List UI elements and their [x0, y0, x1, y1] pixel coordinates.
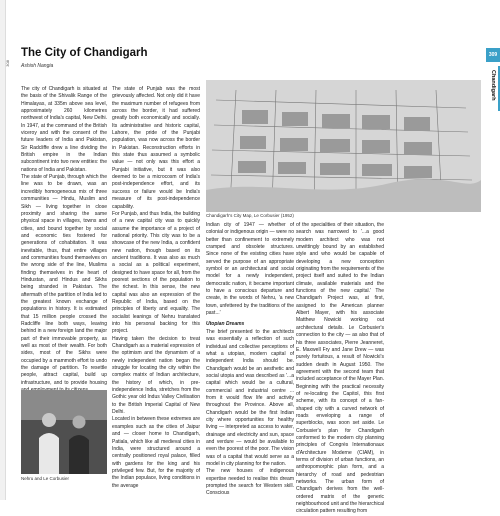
paragraph: The new houses of indigenous expertise needed to realise this dream prompted the search for Western skill. Conscious	[206, 468, 294, 497]
paragraph: The state of Punjab, through which the line was to be drawn, was an incredibly homogeneous mix of three communities — Hindu, Muslim and Sikh — living together in close proximity and sharing the same physical space in villages, towns and cities, and bound together by social and economic ties fostered for generations of cohabitation. It was inevitable, thus, that entire villages and communities found themselves on the wrong side of the line, Muslims finding themselves in the heart of Hindustan, and Hindus and Sikhs being stranded in Pakistan. The aftermath of the partition of India led to the greatest known exchange of populations in history. It is estimated that 15 million people crossed the Radcliffe line both ways, leaving behind in a new foreign land the major part of their immovable property, as well as most of their wealth. For both sides, most of the Sikhs were occupied by a mammoth effort to undo the damage of partition. To resettle people, attract capital, build up infrastructure, and to provide housing	[21, 174, 107, 386]
section-label: Chandigarh	[490, 69, 496, 101]
text-column-3	[206, 222, 294, 497]
article-author: Ashish Nangia	[21, 63, 54, 69]
text-column-1	[21, 86, 107, 388]
left-page-edge	[0, 0, 6, 500]
paragraph: Located in between these extremes are examples such as the cities of Jaipur and — closer home to Chandigarh, Patiala, which like all medieval cities in India, were structured around a centrally positioned royal palace, filled with gardens for the king and his privileged few. But, for the majority of the Indian populace, living conditions in the average	[112, 416, 200, 489]
paragraph: The state of Punjab was the most grievously affected. Not only did it have the maximum number of refugees from across the border, it had suffered greatly both economically and socially. Its administrative and historic capital, Lahore, the pride of the Punjabi population, was now across the border in Pakistan. Reconstruction efforts in this state thus assumed a symbolic value — not only was this effort a Punjabi initiative, but it was also deemed to be a microcosm of India's post-independence effort, and its success or failure would be India's measure of its post-independence capability.	[112, 86, 200, 210]
section-heading: Utopian Dreams	[206, 321, 245, 328]
paragraph: The city of Chandigarh is situated at the basis of the Shivalik Range of the Himalayas, at 335m above sea level, approximately 260 kilometres northwest of India's capital, New Delhi. In 1947, at the command of the British viceroy and with the consent of the future leaders of India and Pakistan, Sir Radcliffe drew a line dividing the British empire in the Indian subcontinent into two new entities: the nations of India and Pakistan.	[21, 86, 107, 173]
city-map-illustration	[206, 80, 481, 212]
text-column-2	[112, 86, 200, 489]
paragraph: Indian city of 1947 — whether of colonial or indigenous origin — were no better than confinement to extremely cramped and obsolete structures. Since none of the existing cities have served the purpose of an appropriate symbol or an architectural and social model for a newly independent, democratic nation, it became important to have a conscious departure and create, in the words of Nehru, 'a new town, unfettered by the traditions of the past...'	[206, 222, 294, 317]
photo-nehru-le-corbusier	[21, 390, 107, 474]
right-page-number: 309	[486, 48, 500, 62]
paragraph: of the specialities of their situation, the search was narrowed to '...a good modern architect who was not unwittingly bound by an established style and who would be capable of developing a new conception originating from the requirements of the project itself and suited to the Indian climate, available materials and the functions of the new capital.' The Chandigarh Project was, at first, assigned to the American planner Albert Mayer, with his associate Matthew Nowicki working out architectural details. Le Corbusier's connection to the city — as also that of his three associates, Pierre Jeanneret, E. Maxwell Fry and Jane Drew — was purely fortuitous, a result of Nowicki's sudden death in August 1950. The agreement with the second team that included acceptance of the Mayer Plan. Beginning with the practical necessity of re-locating the Capitol, this first scheme, with its concept of a fan-shaped city with a curved network of roads enveloping a range of superblocks, was soon set aside. Le Corbusier's plan for Chandigarh conformed to the modern city planning principles of Congrès Internationaux d'Architecture Moderne (CIAM), in terms of division of urban functions, an anthropomorphic plan form, and a hierarchy of road and pedestrian networks. The urban form of Chandigarh derives from the well-ordered matrix of the generic neighbourhood unit and the hierarchical circulation pattern resulting from	[296, 222, 384, 515]
city-map-image	[206, 80, 481, 212]
photo-illustration	[21, 390, 107, 474]
article-title: The City of Chandigarh	[21, 47, 148, 59]
paragraph: Having taken the decision to treat Chandigarh as a material expression of the optimism and the dynamism of a newly independent nation began the struggle for locating the city within the complex matrix of Indian architecture, the history of which, in pre-independence India, stretches from the Gothic year old Indus Valley Civilisation to the British Imperial Capital of New Delhi.	[112, 335, 200, 416]
text-column-4	[296, 222, 384, 515]
paragraph: For Punjab, and thus India, the building of a new capital city was to quickly assume the importance of a project of national priority. This city was to be a showcase of the new India, a confident new nation, though based on its ancient traditions. It was also as much a social as a political experiment, designed to have space for all, from the poorest sections of the population to the richest. In this sense, the new capital was also an expression of the Republic of India, based on the principles of liberty and equality. The socialist leanings of Nehru translated into his personal backing for this project.	[112, 210, 200, 335]
paragraph: The brief presented to the architects was essentially a reflection of such individual and collective perceptions of what a utopian, modern capital of independent India should be. Chandigarh would be an aesthetic and social utopia and was described as '...a capital which would be a cultural, commercial and industrial centre ... from it would flow life and activity throughout the Province. Above all, Chandigarh would be the first Indian city where opportunities for healthy living — interpreted as access to water, drainage and electricity and sun, space and verdure — would be available to even the poorest of the poor. The vision was of a capital that would serve as a model in city planning for the nation.	[206, 328, 294, 467]
map-caption: Chandigarh's City Map, Le Corbusier (1952)	[206, 213, 294, 218]
left-page-number: 308	[5, 60, 10, 67]
photo-caption: Nehru and Le Corbusier	[21, 476, 70, 481]
